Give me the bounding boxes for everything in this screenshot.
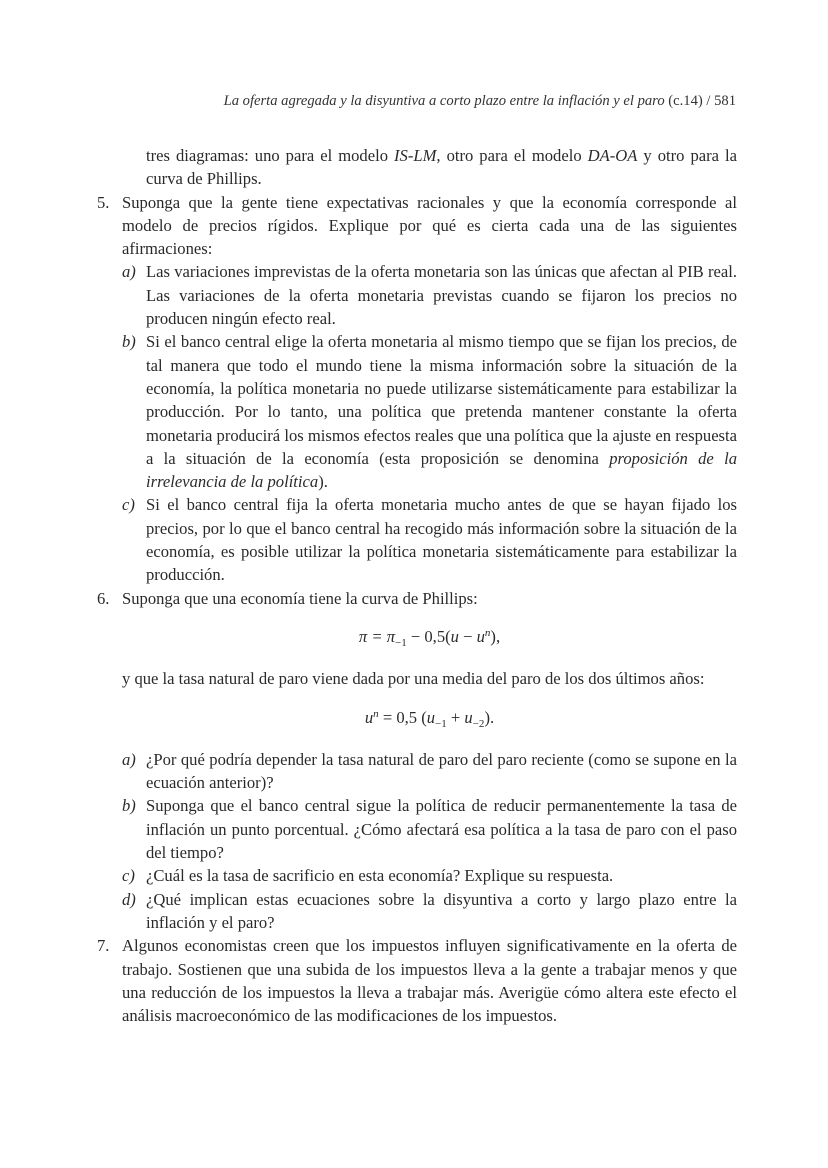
- page-number: 581: [714, 93, 736, 109]
- header-separator: /: [706, 93, 711, 109]
- question-5: 5. Suponga que la gente tiene expectativas racionales y que la economía corresponde al modelo de precios rígidos. Explique por qué es cierta cada una de las siguientes afirmaciones:: [97, 192, 737, 259]
- question-6c: c) ¿Cuál es la tasa de sacrificio en esta economía? Explique su respuesta.: [122, 866, 614, 886]
- equation-phillips-curve: $\pi = \pi_{-1} - 0,5(u - u^n)$,: [358, 626, 501, 649]
- question-6-between: y que la tasa natural de paro viene dada por una media del paro de los dos últimos años:: [122, 669, 705, 689]
- question-6a: a) ¿Por qué podría depender la tasa natural de paro del paro reciente (como se supone en la ecuación anterior)?: [122, 749, 737, 793]
- running-header: [150, 93, 736, 110]
- question-5c: c) Si el banco central fija la oferta monetaria mucho antes de que se hayan fijado los precios, por lo que el banco central ha recogido más información sobre la situación de la economía, es posible utilizar la política monetaria sistemáticamente para estabilizar la producción.: [122, 495, 737, 585]
- question-6: 6. Suponga que una economía tiene la curva de Phillips:: [97, 588, 478, 608]
- question-7: 7. Algunos economistas creen que los impuestos influyen significativamente en la oferta de trabajo. Sostienen que una subida de los impuestos lleva a la gente a trabajar menos y que una reducción de los impuestos la lleva a trabajar más. Averigüe cómo altera este efecto el análisis macroeconómico de las modificaciones de los impuestos.: [97, 936, 737, 1026]
- header-chapter: (c.14): [668, 93, 703, 109]
- question-5a: a) Las variaciones imprevistas de la oferta monetaria son las únicas que afectan al PIB real. Las variaciones de la oferta monetaria previstas cuando se fijaron los precios no producen ningún efecto real.: [122, 262, 737, 329]
- question-5b: b) Si el banco central elige la oferta monetaria al mismo tiempo que se fijan los precios, de tal manera que todo el mundo tiene la misma información sobre la situación de la economía, la política monetaria no puede utilizarse sistemáticamente para estabilizar la producción. Por lo tanto, una política que pretenda mantener constante la oferta monetaria producirá los mismos efectos reales que una política que la ajuste en respuesta a la situación de la economía (esta proposición se denomina proposición de la irrelevancia de la política).: [122, 332, 737, 492]
- header-title: La oferta agregada y la disyuntiva a corto plazo entre la inflación y el paro: [223, 93, 665, 109]
- question-6b: b) Suponga que el banco central sigue la política de reducir permanentemente la tasa de inflación un punto porcentual. ¿Cómo afectará esa política a la tasa de paro con el paso del tiempo?: [122, 796, 737, 863]
- continuation-text: tres diagramas: uno para el modelo IS-LM, otro para el modelo DA-OA y otro para la curva de Phillips.: [146, 146, 737, 189]
- page-body: [97, 144, 737, 1027]
- equation-natural-rate: $u^n = 0,5$ $(u_{-1} + u_{-2})$.: [364, 707, 495, 730]
- question-6d: d) ¿Qué implican estas ecuaciones sobre la disyuntiva a corto y largo plazo entre la inflación y el paro?: [122, 889, 737, 932]
